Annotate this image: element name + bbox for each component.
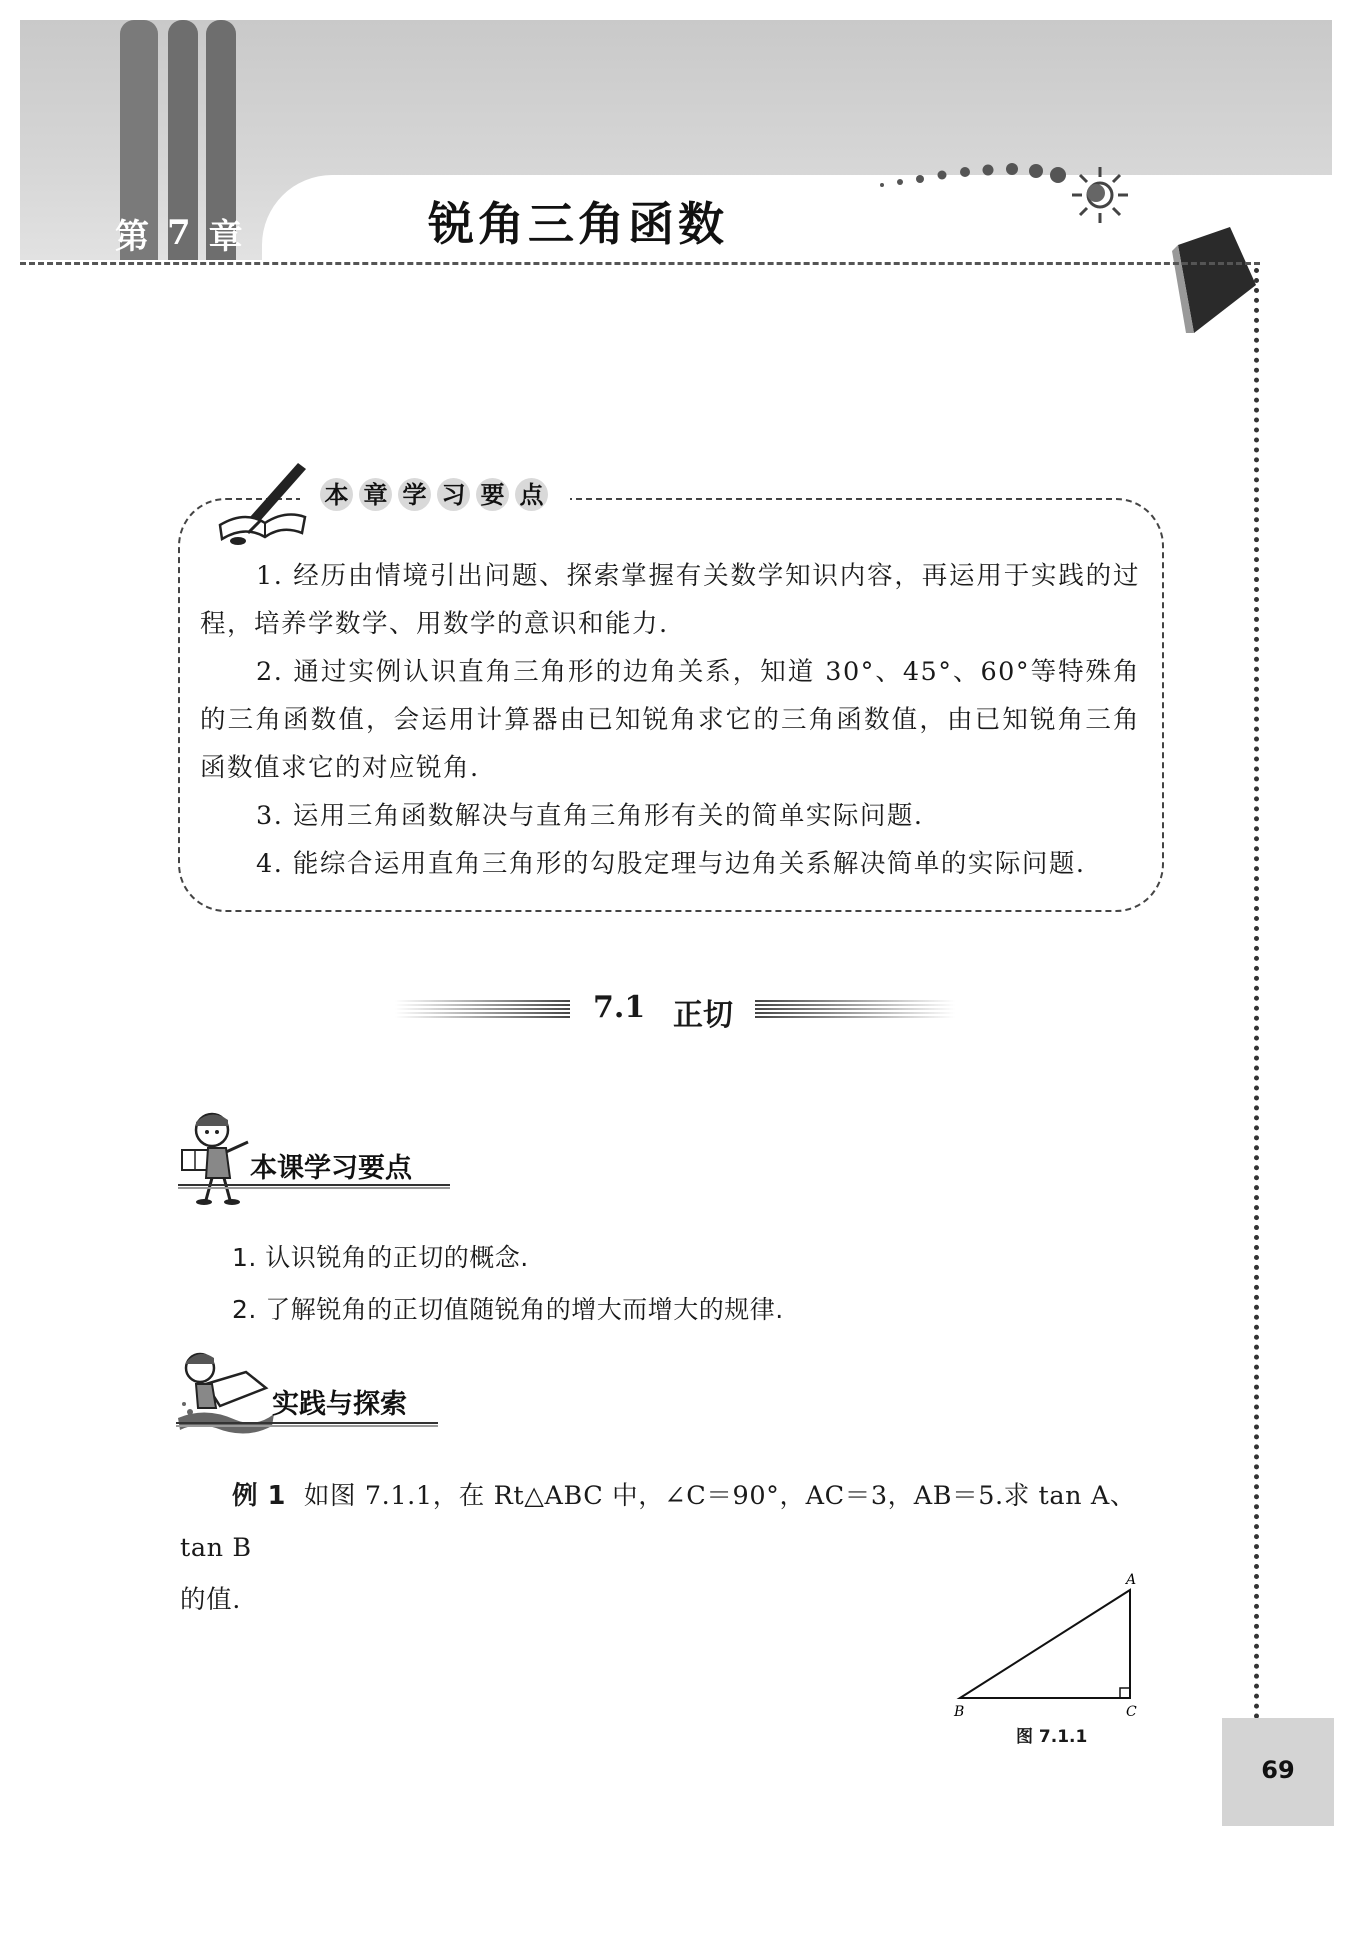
example-label: 例 1 xyxy=(232,1481,286,1511)
vertex-b-label: B xyxy=(954,1704,965,1720)
section-title: 正切 xyxy=(673,998,733,1033)
margin-dotted-line xyxy=(1254,268,1259,1720)
title-char: 学 xyxy=(398,478,431,511)
chapter-prefix: 第 xyxy=(115,216,149,257)
section-rule-left xyxy=(395,1000,570,1020)
banner-underline xyxy=(176,1422,438,1427)
key-point-item: 2. 通过实例认识直角三角形的边角关系，知道 30°、45°、60°等特殊角的三角函数值，会运用计算器由已知锐角求它的三角函数值，由已知锐角三角函数值求它的对应锐角. xyxy=(200,657,1140,783)
title-char: 章 xyxy=(359,478,392,511)
lesson-points-title: 本课学习要点 xyxy=(250,1153,412,1184)
example-text: 如图 7.1.1，在 Rt△ABC 中，∠C＝90°，AC＝3，AB＝5.求 tan A、tan B xyxy=(180,1481,1137,1563)
key-point-item: 3. 运用三角函数解决与直角三角形有关的简单实际问题. xyxy=(256,801,924,831)
page-number-tab xyxy=(1222,1718,1334,1826)
header-divider xyxy=(20,262,1260,265)
chapter-label xyxy=(115,208,243,258)
title-char: 点 xyxy=(515,478,548,511)
student-reading-icon xyxy=(178,1108,258,1208)
lesson-points-banner xyxy=(178,1108,412,1212)
section-heading xyxy=(395,990,955,1033)
vertex-c-label: C xyxy=(1126,1704,1137,1720)
title-char: 本 xyxy=(320,478,353,511)
title-char: 要 xyxy=(476,478,509,511)
chapter-title: 锐角三角函数 xyxy=(428,197,728,251)
sun-icon xyxy=(1070,165,1130,225)
chapter-key-points-title xyxy=(320,478,548,511)
page-number: 69 xyxy=(1261,1756,1295,1784)
banner-underline xyxy=(178,1184,450,1189)
book-quill-icon xyxy=(210,455,310,545)
section-rule-right xyxy=(755,1000,955,1020)
example-text-continued: 的值. xyxy=(180,1585,241,1615)
practice-title: 实践与探索 xyxy=(272,1389,407,1420)
title-char: 习 xyxy=(437,478,470,511)
right-triangle-figure xyxy=(948,1570,1148,1720)
lesson-point-item: 2. 了解锐角的正切值随锐角的增大而增大的规律. xyxy=(232,1295,784,1324)
chapter-suffix: 章 xyxy=(208,216,243,257)
chapter-key-points-list xyxy=(200,552,1140,888)
key-point-item: 4. 能综合运用直角三角形的勾股定理与边角关系解决简单的实际问题. xyxy=(256,849,1086,879)
decorative-dots xyxy=(880,155,1070,195)
book-corner-icon xyxy=(1170,225,1260,335)
vertex-a-label: A xyxy=(1126,1572,1137,1588)
lesson-point-item: 1. 认识锐角的正切的概念. xyxy=(232,1243,529,1272)
practice-banner xyxy=(176,1348,407,1442)
lesson-points-list xyxy=(232,1232,784,1336)
key-point-item: 1. 经历由情境引出问题、探索掌握有关数学知识内容，再运用于实践的过程，培养学数学、用数学的意识和能力. xyxy=(200,561,1140,639)
figure-caption: 图 7.1.1 xyxy=(1016,1727,1088,1747)
section-number: 7.1 xyxy=(593,990,646,1025)
chapter-number: 7 xyxy=(167,213,191,253)
